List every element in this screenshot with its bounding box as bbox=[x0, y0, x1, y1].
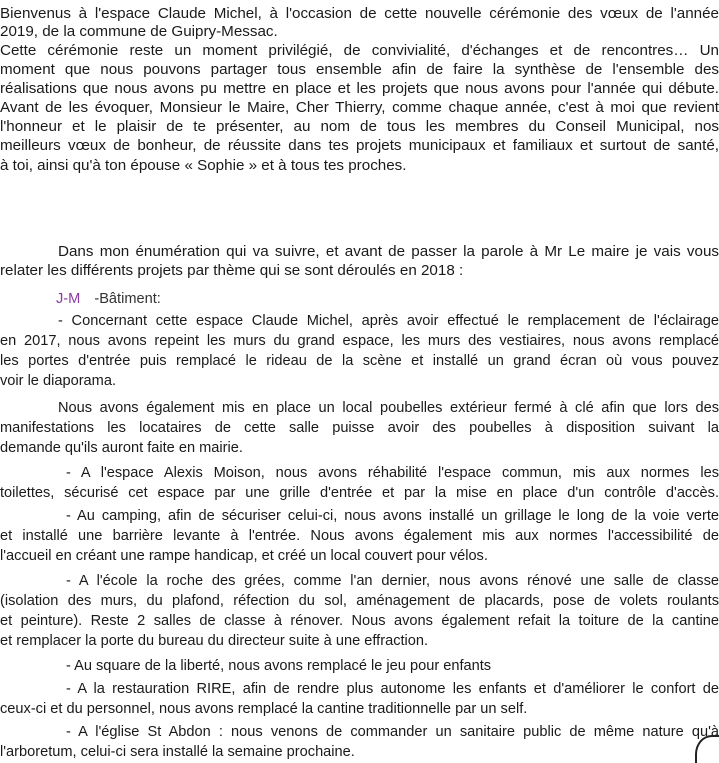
body-line: demande qu'ils auront faite en mairie. bbox=[0, 440, 243, 456]
intro-line: l'honneur et le plaisir de te présenter, au nom de tous les membres du Conseil Municipal, nos bbox=[0, 118, 719, 135]
body-line: Nous avons également mis en place un local poubelles extérieur fermé à clé afin que lors des bbox=[58, 400, 719, 416]
body-line: l'arboretum, celui-ci sera installé la semaine prochaine. bbox=[0, 744, 355, 760]
body-line: les portes d'entrée puis remplacé le rideau de la scène et installé un grand écran où vous pouvez bbox=[0, 353, 719, 369]
speaker-initials: J-M bbox=[56, 291, 81, 307]
enum-line: relater les différents projets par thème qui se sont déroulés en 2018 : bbox=[0, 262, 464, 279]
body-line: - A l'église St Abdon : nous venons de commander un sanitaire public de même nature qu'à bbox=[66, 724, 719, 740]
body-line: l'accueil en créant une rampe handicap, et créé un local couvert pour vélos. bbox=[0, 548, 488, 564]
intro-line: Cette cérémonie reste un moment privilégié, de convivialité, d'échanges et de rencontres… Un bbox=[0, 42, 719, 59]
section-heading bbox=[56, 290, 161, 309]
body-line: voir le diaporama. bbox=[0, 373, 116, 389]
intro-line: Bienvenus à l'espace Claude Michel, à l'occasion de cette nouvelle cérémonie des vœux de l'année bbox=[0, 5, 719, 22]
body-line: manifestations les locataires de cette salle puisse avoir des poubelles à disposition suivant la bbox=[0, 420, 719, 436]
body-line: en 2017, nous avons repeint les murs du grand espace, les murs des vestiaires, nous avons remplacé bbox=[0, 333, 719, 349]
body-line: et peinture). Reste 2 salles de classe à rénover. Nous avons également refait la toiture de la cantine bbox=[0, 613, 719, 629]
section-title: -Bâtiment: bbox=[94, 291, 161, 307]
body-line: (isolation des murs, du plafond, réfection du sol, aménagement de placards, pose de volets roulants bbox=[0, 593, 719, 609]
intro-line: moment que nous pouvons partager tous ensemble afin de faire la synthèse de l'ensemble des bbox=[0, 61, 719, 78]
body-line: et remplacer la porte du bureau du directeur suite à une effraction. bbox=[0, 633, 429, 649]
body-line: toilettes, sécurisé cet espace par une grille d'entrée et par la mise en place d'un contrôle d'accès. bbox=[0, 485, 719, 501]
body-line: - Au square de la liberté, nous avons remplacé le jeu pour enfants bbox=[66, 658, 492, 674]
body-line: ceux-ci et du personnel, nous avons remplacé la cantine traditionnelle par un self. bbox=[0, 701, 528, 717]
intro-line: meilleurs vœux de bonheur, de réussite dans tes projets municipaux et familiaux et surtout de santé, bbox=[0, 137, 719, 154]
intro-line: réalisations que nous avons pu mettre en place et les projets que nous avons pour l'année qui débute. bbox=[0, 80, 719, 97]
body-line: - Au camping, afin de sécuriser celui-ci, nous avons installé un grillage le long de la voie verte bbox=[66, 508, 719, 524]
body-line: - A l'espace Alexis Moison, nous avons réhabilité l'espace commun, mis aux normes les bbox=[66, 465, 719, 481]
intro-line: 2019, de la commune de Guipry-Messac. bbox=[0, 23, 278, 40]
enum-line: Dans mon énumération qui va suivre, et avant de passer la parole à Mr Le maire je vais vous bbox=[58, 243, 719, 260]
body-line: - A la restauration RIRE, afin de rendre plus autonome les enfants et d'améliorer le confort de bbox=[66, 681, 719, 697]
body-line: et installé une barrière levante à l'entrée. Nous avons également mis aux normes l'accessibilité de bbox=[0, 528, 719, 544]
body-line: - Concernant cette espace Claude Michel, après avoir effectué le remplacement de l'éclairage bbox=[58, 313, 719, 329]
intro-line: Avant de les évoquer, Monsieur le Maire, Cher Thierry, comme chaque année, c'est à moi que revient bbox=[0, 99, 719, 116]
body-line: - A l'école la roche des grées, comme l'an dernier, nous avons rénové une salle de classe bbox=[66, 573, 719, 589]
intro-line: à toi, ainsi qu'à ton épouse « Sophie » et à tous tes proches. bbox=[0, 157, 407, 174]
